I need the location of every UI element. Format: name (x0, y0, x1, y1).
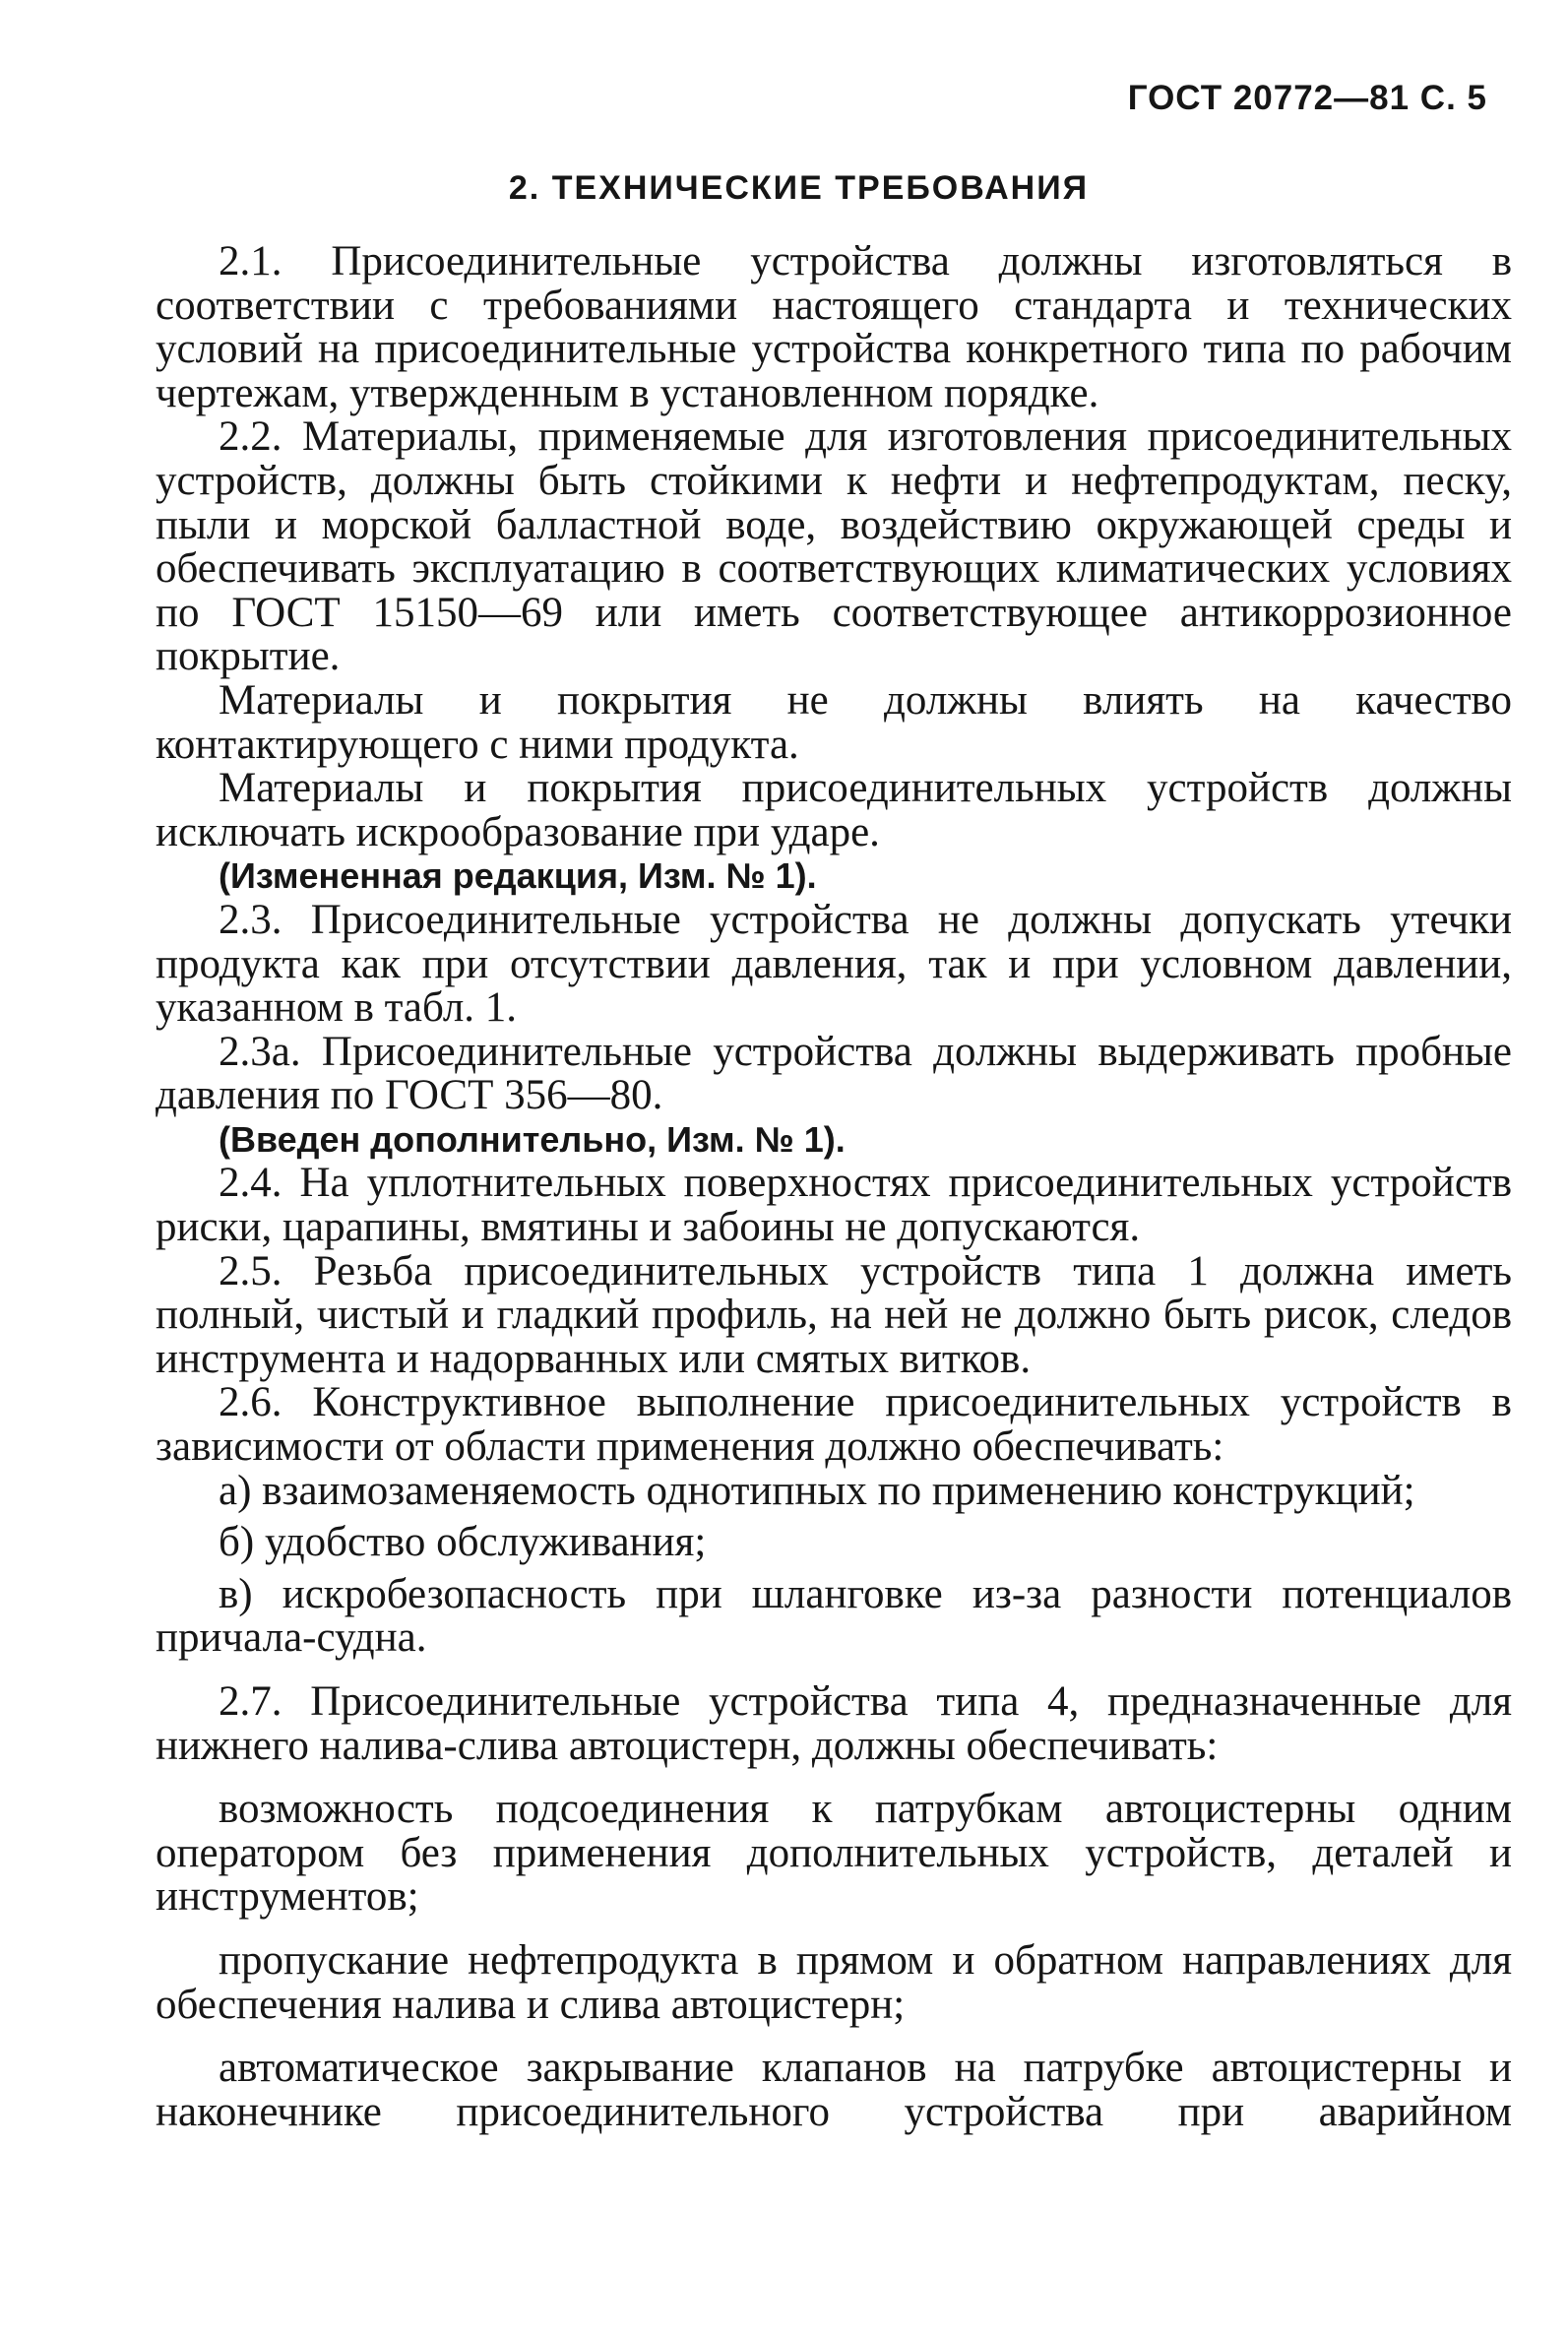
amendment-note-2: (Введен дополнительно, Изм. № 1). (219, 1118, 846, 1160)
paragraph-materials-product: Материалы и покрытия не должны влиять на качество контактирующего с ними продукта. (156, 676, 1512, 768)
paragraph-2-4: 2.4. На уплотнительных поверхностях присоединительных устройств риски, царапины, вмятины и забоины не допускаются. (156, 1160, 1512, 1251)
requirement-valve-closing: автоматическое закрывание клапанов на патрубке автоцистерны и наконечнике присоединительного устройства при аварийном (156, 2045, 1512, 2135)
paragraph-2-2: 2.2. Материалы, применяемые для изготовления присоединительных устройств, должны быть стойкими к нефти и нефтепродуктам, песку, пыли и морской балластной воде, воздействию окружающей среды и обеспечивать эксплуатацию в соответствующих климатических условиях по ГОСТ 15150—69 или иметь соответствующее антикоррозионное покрытие. (156, 413, 1512, 680)
paragraph-2-6: 2.6. Конструктивное выполнение присоединительных устройств в зависимости от области применения должно обеспечивать: (156, 1379, 1512, 1471)
requirement-connection: возможность подсоединения к патрубкам автоцистерны одним оператором без применения дополнительных устройств, деталей и инструментов; (156, 1786, 1512, 1921)
list-item-v: в) искробезопасность при шланговке из-за разности потенциалов причала-судна. (156, 1570, 1512, 1662)
page-header: ГОСТ 20772—81 С. 5 (1127, 79, 1487, 117)
paragraph-materials-spark: Материалы и покрытия присоединительных устройств должны исключать искрообразование при ударе. (156, 765, 1512, 855)
paragraph-2-3: 2.3. Присоединительные устройства не должны допускать утечки продукта как при отсутствии давления, так и при условном давлении, указанном в табл. 1. (156, 896, 1512, 1032)
amendment-note-1: (Измененная редакция, Изм. № 1). (219, 855, 817, 897)
requirement-flow: пропускание нефтепродукта в прямом и обратном направлениях для обеспечения налива и слива автоцистерн; (156, 1936, 1512, 2028)
document-body (156, 240, 1512, 2134)
list-item-a: а) взаимозаменяемость однотипных по применению конструкций; (219, 1467, 1415, 1514)
paragraph-2-7: 2.7. Присоединительные устройства типа 4, предназначенные для нижнего налива-слива автоцистерн, должны обеспечивать: (156, 1678, 1512, 1769)
list-item-b: б) удобство обслуживания; (219, 1519, 707, 1566)
paragraph-2-1: 2.1. Присоединительные устройства должны изготовляться в соответствии с требованиями настоящего стандарта и технических условий на присоединительные устройства конкретного типа по рабочим чертежам, утвержденным в установленном порядке. (156, 238, 1512, 416)
section-title: 2. ТЕХНИЧЕСКИЕ ТРЕБОВАНИЯ (508, 169, 1090, 207)
paragraph-2-3a: 2.3а. Присоединительные устройства должны выдерживать пробные давления по ГОСТ 356—80. (156, 1028, 1512, 1119)
paragraph-2-5: 2.5. Резьба присоединительных устройств типа 1 должна иметь полный, чистый и гладкий профиль, на ней не должно быть рисок, следов инструмента и надорванных или смятых витков. (156, 1247, 1512, 1382)
